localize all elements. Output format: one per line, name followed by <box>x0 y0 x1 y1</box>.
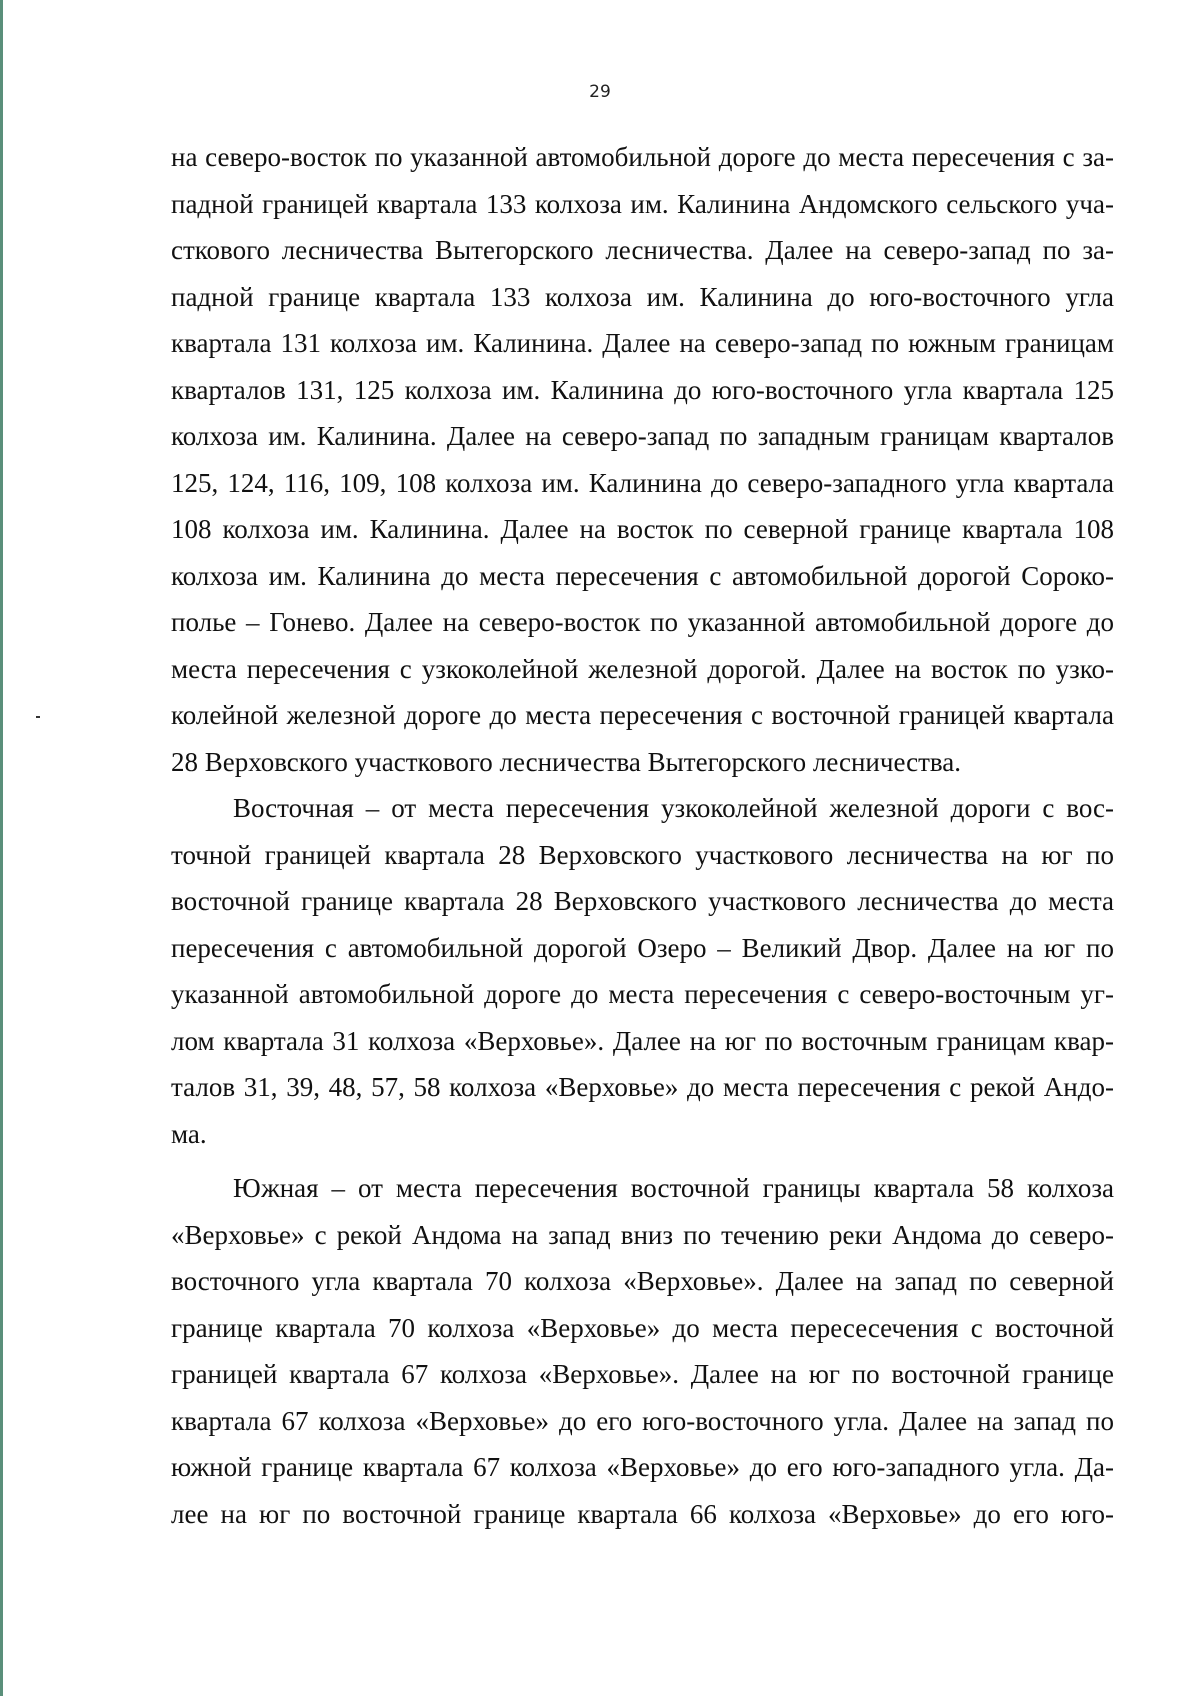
paragraph-3 <box>171 1165 1114 1537</box>
text-line: Восточная – от места пересечения узкоколейной железной дороги с вос- <box>233 793 1114 823</box>
text-line: падной границе квартала 133 колхоза им. Калинина до юго-восточного угла <box>171 281 1114 312</box>
text-line: южной границе квартала 67 колхоза «Верховье» до его юго-западного угла. Да- <box>171 1452 1114 1482</box>
text-line: указанной автомобильной дороге до места пересечения с северо-восточным уг- <box>171 979 1114 1009</box>
text-line: 28 Верховского участкового лесничества Вытегорского лесничества. <box>171 746 962 777</box>
text-line: квартала 67 колхоза «Верховье» до его юго-восточного угла. Далее на запад по <box>171 1405 1114 1436</box>
text-line: точной границей квартала 28 Верховского участкового лесничества на юг по <box>171 839 1114 870</box>
text-line: колейной железной дороге до места пересечения с восточной границей квартала <box>171 700 1114 730</box>
text-line: кварталов 131, 125 колхоза им. Калинина до юго-восточного угла квартала 125 <box>171 374 1114 405</box>
paragraph-gap <box>171 1157 1114 1165</box>
text-line: падной границей квартала 133 колхоза им. Калинина Андомского сельского уча- <box>171 188 1114 219</box>
text-line: места пересечения с узкоколейной железной дорогой. Далее на восток по узко- <box>171 653 1114 684</box>
text-line: лом квартала 31 колхоза «Верховье». Далее на юг по восточным границам квар- <box>171 1025 1114 1056</box>
text-line: ма. <box>171 1118 207 1149</box>
text-line: колхоза им. Калинина. Далее на северо-запад по западным границам кварталов <box>171 421 1114 451</box>
text-line: талов 31, 39, 48, 57, 58 колхоза «Верховье» до места пересечения с рекой Андо- <box>171 1072 1114 1102</box>
text-line: Южная – от места пересечения восточной границы квартала 58 колхоза <box>233 1173 1114 1203</box>
text-line: границей квартала 67 колхоза «Верховье». Далее на юг по восточной границе <box>171 1359 1114 1389</box>
body-text <box>171 134 1114 1537</box>
text-line: пересечения с автомобильной дорогой Озеро – Великий Двор. Далее на юг по <box>171 932 1114 963</box>
text-line: границе квартала 70 колхоза «Верховье» до места пересесечения с восточной <box>171 1312 1114 1343</box>
text-line: 108 колхоза им. Калинина. Далее на восток по северной границе квартала 108 <box>171 514 1114 544</box>
text-line: на северо-восток по указанной автомобильной дороге до места пересечения с за- <box>171 142 1114 172</box>
text-line: колхоза им. Калинина до места пересечения с автомобильной дорогой Сороко- <box>171 560 1114 591</box>
text-line: восточного угла квартала 70 колхоза «Верховье». Далее на запад по северной <box>171 1266 1114 1296</box>
text-line: восточной границе квартала 28 Верховского участкового лесничества до места <box>171 886 1114 916</box>
text-line: лее на юг по восточной границе квартала 66 колхоза «Верховье» до его юго- <box>171 1498 1114 1529</box>
margin-mark <box>36 716 40 718</box>
page-number: 29 <box>589 82 611 102</box>
text-line: квартала 131 колхоза им. Калинина. Далее на северо-запад по южным границам <box>171 328 1114 358</box>
scan-edge-line <box>0 0 3 1696</box>
text-line: «Верховье» с рекой Андома на запад вниз по течению реки Андома до северо- <box>171 1219 1114 1250</box>
paragraph-2 <box>171 785 1114 1157</box>
paragraph-1 <box>171 134 1114 785</box>
text-line: полье – Гонево. Далее на северо-восток по указанной автомобильной дороге до <box>171 607 1114 637</box>
text-line: сткового лесничества Вытегорского лесничества. Далее на северо-запад по за- <box>171 235 1114 265</box>
text-line: 125, 124, 116, 109, 108 колхоза им. Калинина до северо-западного угла квартала <box>171 467 1114 498</box>
